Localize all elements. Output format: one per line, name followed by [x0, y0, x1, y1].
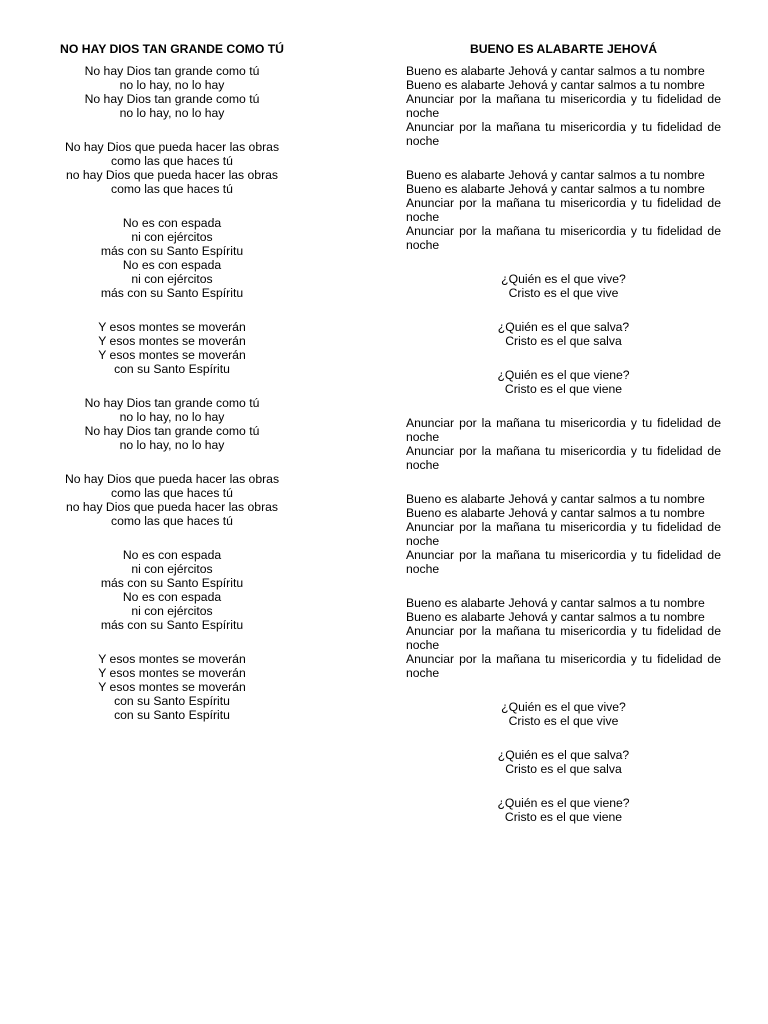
lyric-line: más con su Santo Espíritu: [100, 244, 244, 258]
refrain-stanza: [406, 748, 721, 776]
lyric-line: Y esos montes se moverán: [98, 348, 246, 362]
lyric-line: Y esos montes se moverán: [98, 334, 246, 348]
lyric-line: no hay Dios que pueda hacer las obras: [65, 168, 279, 182]
lyric-line: Anunciar por la mañana tu misericordia y tu fidelidad de noche: [406, 548, 721, 576]
refrain-stanza: [406, 700, 721, 728]
lyric-line: No hay Dios tan grande como tú: [84, 424, 260, 438]
lyric-line: ¿Quién es el que salva?: [497, 320, 630, 334]
lyric-line: No hay Dios que pueda hacer las obras: [64, 140, 280, 154]
lyric-line: No es con espada: [122, 258, 222, 272]
lyric-line: Anunciar por la mañana tu misericordia y tu fidelidad de noche: [406, 92, 721, 120]
lyric-line: como las que haces tú: [111, 154, 233, 168]
lyric-line: No hay Dios tan grande como tú: [84, 396, 260, 410]
lyric-line: ni con ejércitos: [131, 562, 213, 576]
lyric-line: no lo hay, no lo hay: [119, 78, 225, 92]
stanza: [40, 652, 304, 722]
lyric-line: No es con espada: [122, 590, 222, 604]
lyric-line: Cristo es el que viene: [504, 382, 623, 396]
lyric-line: no lo hay, no lo hay: [119, 438, 225, 452]
lyric-line: Cristo es el que salva: [505, 762, 622, 776]
lyric-line: Y esos montes se moverán: [98, 652, 246, 666]
lyric-line: como las que haces tú: [111, 486, 233, 500]
lyric-line: más con su Santo Espíritu: [100, 286, 244, 300]
lyric-line: como las que haces tú: [111, 182, 233, 196]
lyric-line: Anunciar por la mañana tu misericordia y tu fidelidad de noche: [406, 520, 721, 548]
lyric-line: Anunciar por la mañana tu misericordia y tu fidelidad de noche: [406, 444, 721, 472]
lyric-line: No hay Dios que pueda hacer las obras: [64, 472, 280, 486]
lyric-line: como las que haces tú: [111, 514, 233, 528]
right-song-title: BUENO ES ALABARTE JEHOVÁ: [469, 42, 658, 56]
stanza: [40, 472, 304, 528]
stanza: [40, 216, 304, 300]
lyric-line: ni con ejércitos: [131, 604, 213, 618]
left-song-lyrics: [40, 64, 304, 722]
stanza: [406, 596, 721, 680]
lyric-line: Bueno es alabarte Jehová y cantar salmos a tu nombre: [406, 610, 705, 624]
stanza: [406, 64, 721, 148]
lyric-line: Bueno es alabarte Jehová y cantar salmos a tu nombre: [406, 168, 705, 182]
lyric-line: No hay Dios tan grande como tú: [84, 92, 260, 106]
lyric-line: Bueno es alabarte Jehová y cantar salmos a tu nombre: [406, 64, 705, 78]
lyric-line: Cristo es el que vive: [508, 714, 619, 728]
lyric-line: Y esos montes se moverán: [98, 320, 246, 334]
refrain-stanza: [406, 368, 721, 396]
lyric-line: Anunciar por la mañana tu misericordia y tu fidelidad de noche: [406, 416, 721, 444]
stanza: [406, 168, 721, 252]
lyric-line: Bueno es alabarte Jehová y cantar salmos a tu nombre: [406, 506, 705, 520]
lyric-line: Cristo es el que vive: [508, 286, 619, 300]
lyric-line: no lo hay, no lo hay: [119, 106, 225, 120]
lyric-line: más con su Santo Espíritu: [100, 618, 244, 632]
lyric-line: ¿Quién es el que viene?: [497, 368, 630, 382]
stanza: [40, 320, 304, 376]
lyric-line: no hay Dios que pueda hacer las obras: [65, 500, 279, 514]
lyric-line: Anunciar por la mañana tu misericordia y tu fidelidad de noche: [406, 224, 721, 252]
lyric-line: no lo hay, no lo hay: [119, 410, 225, 424]
right-song-column: [406, 42, 721, 844]
left-song-title: NO HAY DIOS TAN GRANDE COMO TÚ: [60, 42, 284, 56]
stanza: [40, 396, 304, 452]
lyric-line: Bueno es alabarte Jehová y cantar salmos a tu nombre: [406, 596, 705, 610]
lyric-line: ¿Quién es el que salva?: [497, 748, 630, 762]
stanza: [40, 64, 304, 120]
lyric-line: más con su Santo Espíritu: [100, 576, 244, 590]
lyric-line: ¿Quién es el que viene?: [497, 796, 630, 810]
right-song-lyrics: [406, 64, 721, 824]
lyric-line: ni con ejércitos: [131, 272, 213, 286]
stanza: [40, 548, 304, 632]
refrain-stanza: [406, 320, 721, 348]
lyric-line: Bueno es alabarte Jehová y cantar salmos a tu nombre: [406, 182, 705, 196]
lyric-line: con su Santo Espíritu: [114, 708, 230, 722]
lyric-line: con su Santo Espíritu: [114, 362, 230, 376]
lyric-line: Anunciar por la mañana tu misericordia y tu fidelidad de noche: [406, 120, 721, 148]
left-song-column: [40, 42, 304, 742]
lyric-line: Cristo es el que viene: [504, 810, 623, 824]
stanza: [406, 416, 721, 472]
lyric-line: Anunciar por la mañana tu misericordia y tu fidelidad de noche: [406, 624, 721, 652]
lyric-line: Anunciar por la mañana tu misericordia y tu fidelidad de noche: [406, 196, 721, 224]
stanza: [40, 140, 304, 196]
lyric-line: No hay Dios tan grande como tú: [84, 64, 260, 78]
refrain-stanza: [406, 796, 721, 824]
lyric-line: Y esos montes se moverán: [98, 666, 246, 680]
lyric-line: ¿Quién es el que vive?: [501, 272, 626, 286]
lyric-line: Bueno es alabarte Jehová y cantar salmos a tu nombre: [406, 492, 705, 506]
lyric-line: Cristo es el que salva: [505, 334, 622, 348]
lyric-line: ni con ejércitos: [131, 230, 213, 244]
lyric-line: No es con espada: [122, 216, 222, 230]
lyric-line: ¿Quién es el que vive?: [501, 700, 626, 714]
stanza: [406, 492, 721, 576]
lyric-line: No es con espada: [122, 548, 222, 562]
lyric-line: Y esos montes se moverán: [98, 680, 246, 694]
refrain-stanza: [406, 272, 721, 300]
lyric-line: Anunciar por la mañana tu misericordia y tu fidelidad de noche: [406, 652, 721, 680]
lyric-line: con su Santo Espíritu: [114, 694, 230, 708]
lyric-line: Bueno es alabarte Jehová y cantar salmos a tu nombre: [406, 78, 705, 92]
